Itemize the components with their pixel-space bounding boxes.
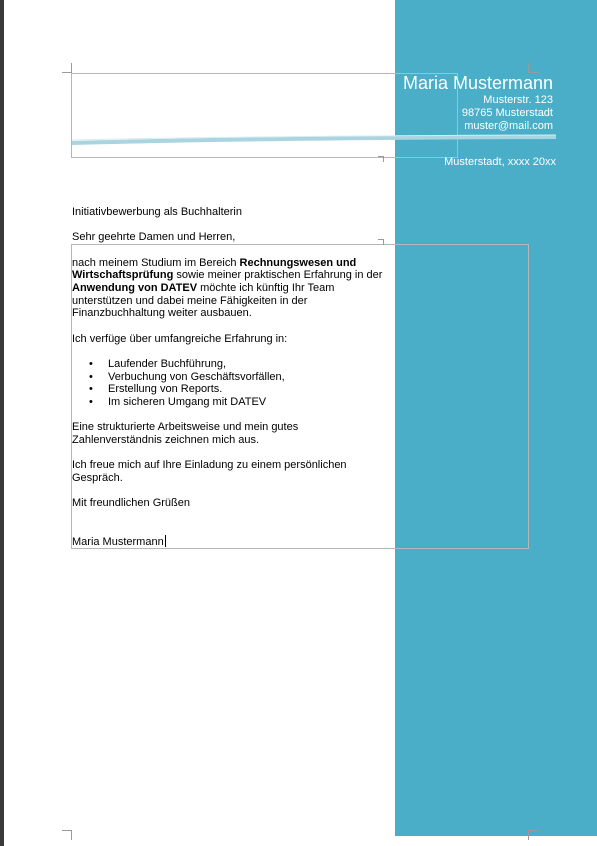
- letter-subject: Initiativbewerbung als Buchhalterin: [72, 206, 242, 218]
- letter-body[interactable]: [72, 206, 390, 549]
- sender-city: 98765 Musterstadt: [461, 107, 553, 119]
- sender-street: Musterstr. 123: [483, 94, 553, 106]
- list-item: • Im sicheren Umgang mit DATEV: [72, 396, 390, 409]
- intro-text-3: möchte ich künftig Ihr Team unterstützen und dabei meine Fähigkeiten in der Finanzbuchhaltung weiter ausbauen.: [72, 282, 335, 320]
- list-item: • Erstellung von Reports.: [72, 383, 390, 396]
- list-item: • Verbuchung von Geschäftsvorfällen,: [72, 371, 390, 384]
- sender-header: [403, 72, 553, 133]
- intro-paragraph: [72, 257, 390, 321]
- intro-bold-2: Anwendung von DATEV: [72, 282, 198, 294]
- intro-text-1: nach meinem Studium im Bereich: [72, 256, 240, 269]
- signature-name: Maria Mustermann: [72, 536, 164, 549]
- intro-text-2: sowie meiner praktischen Erfahrung in der: [173, 269, 383, 282]
- intro-bold-1: Rechnungswesen und Wirtschaftsprüfung: [72, 256, 357, 282]
- experience-list: [72, 358, 390, 409]
- signature-line: [72, 535, 390, 549]
- experience-intro: Ich verfüge über umfangreiche Erfahrung in:: [72, 332, 288, 345]
- date-line: Musterstadt, xxxx 20xx: [444, 156, 556, 168]
- strengths-paragraph: Eine strukturierte Arbeitsweise und mein gutes Zahlenverständnis zeichnen mich aus.: [72, 421, 299, 447]
- sender-email: muster@mail.com: [464, 120, 553, 132]
- list-item: • Laufender Buchführung,: [72, 358, 390, 371]
- regards-line: Mit freundlichen Grüßen: [72, 497, 190, 510]
- letter-salutation: Sehr geehrte Damen und Herren,: [72, 231, 236, 244]
- sender-name: Maria Mustermann: [402, 73, 553, 93]
- text-cursor: [165, 535, 166, 547]
- closing-paragraph: Ich freue mich auf Ihre Einladung zu einem persönlichen Gespräch.: [72, 459, 347, 485]
